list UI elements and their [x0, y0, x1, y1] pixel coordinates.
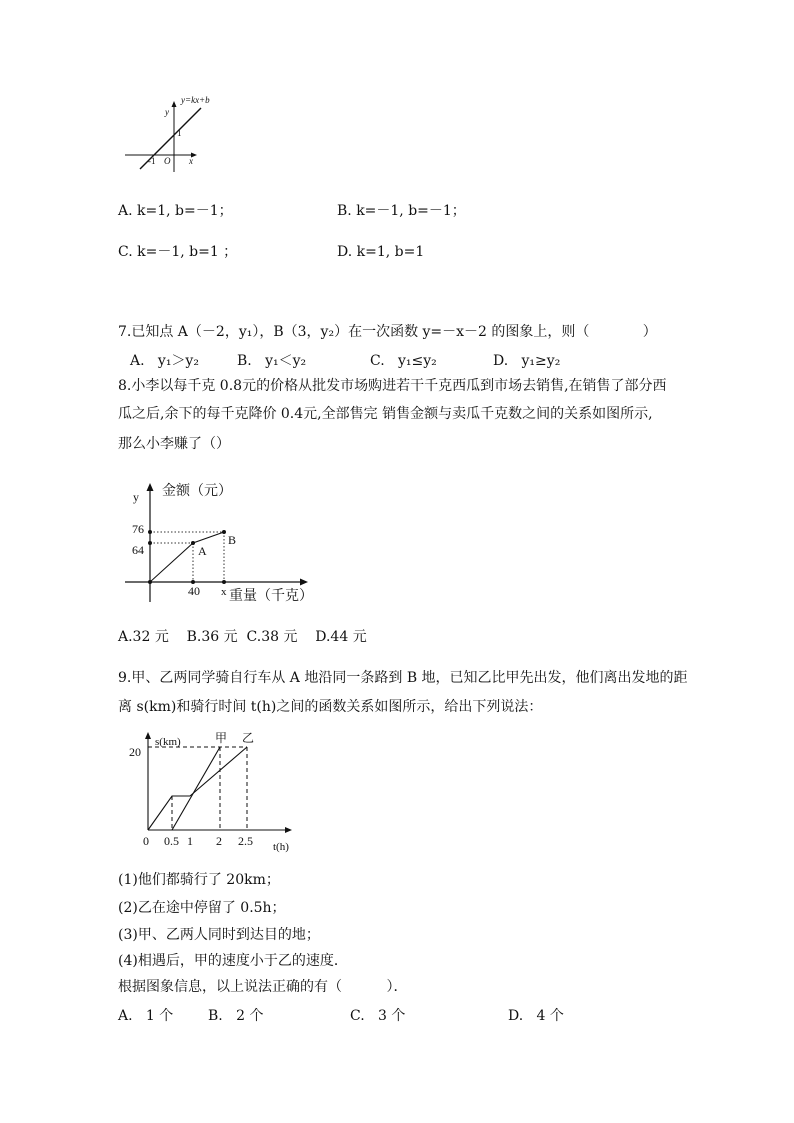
y-axis-title: s(km): [155, 736, 181, 748]
q8-stem-line-1: 8.小李以每千克 0.8元的价格从批发市场购进若干千克西瓜到市场去销售,在销售了部分西: [118, 378, 667, 394]
x-axis-arrow: [300, 579, 308, 586]
y-axis-arrow: [172, 101, 177, 107]
tick-neg-one: -1: [148, 156, 156, 166]
origin-label: O: [164, 156, 171, 166]
q6-option-b: B. k=－1, b=－1；: [337, 203, 466, 219]
tick-76: 76: [132, 522, 144, 536]
tick-40: 40: [188, 584, 200, 598]
x-axis-title: 重量（千克）: [229, 589, 313, 604]
q7-option-c: C. y₁≤y₂: [370, 353, 437, 369]
dot-a: [191, 541, 195, 545]
x-axis-arrow: [285, 827, 292, 833]
q9-statement-4: (4)相遇后，甲的速度小于乙的速度．: [118, 953, 348, 969]
q9-figure: [120, 728, 295, 853]
dot-origin: [148, 580, 152, 584]
dot-b: [222, 530, 226, 534]
point-a-label: A: [198, 544, 207, 558]
y-axis-arrow: [145, 732, 151, 739]
q9-option-b: B. 2 个: [208, 1008, 264, 1024]
q7-option-d: D. y₁≥y₂: [493, 353, 561, 369]
q8-stem-line-2: 瓜之后,余下的每千克降价 0.4元,全部售完 销售金额与卖瓜千克数之间的关系如图所示,: [118, 406, 653, 422]
q9-stem-line-2: 离 s(km)和骑行时间 t(h)之间的函数关系如图所示，给出下列说法：: [118, 699, 543, 715]
yi-label: 乙: [242, 731, 255, 745]
equation-label: y=kx+b: [181, 95, 210, 105]
tick-1: 1: [187, 834, 193, 848]
point-b-label: B: [228, 533, 237, 547]
q9-statement-3: (3)甲、乙两人同时到达目的地；: [118, 927, 320, 943]
yi-line: [148, 747, 247, 830]
tick-25: 2.5: [238, 834, 253, 848]
tick-0: 0: [143, 834, 149, 848]
q6-figure: [115, 92, 225, 177]
q8-figure: [118, 478, 318, 608]
q6-option-d: D. k=1, b=1: [337, 244, 425, 260]
tick-05: 0.5: [164, 834, 179, 848]
q9-option-c: C. 3 个: [350, 1008, 406, 1024]
q9-option-d: D. 4 个: [508, 1008, 564, 1024]
q7-option-b: B. y₁＜y₂: [237, 353, 307, 369]
x-axis-title: t(h): [273, 841, 289, 853]
y-axis-arrow: [147, 483, 154, 491]
q6-option-a: A. k=1, b=－1；: [118, 203, 233, 219]
q8-options: A.32 元 B.36 元 C.38 元 D.44 元: [118, 629, 367, 645]
q7-option-a: A. y₁＞y₂: [130, 353, 199, 369]
sales-line: [150, 532, 224, 582]
jia-label: 甲: [215, 731, 228, 745]
q9-stem-line-1: 9.甲、乙两同学骑自行车从 A 地沿同一条路到 B 地，已知乙比甲先出发，他们离出发地的距: [118, 670, 688, 686]
dot-76: [148, 530, 152, 534]
q7-stem: 7.已知点 A（－2，y₁），B（3，y₂）在一次函数 y=－x－2 的图象上，则（ ）: [118, 324, 657, 340]
tick-2: 2: [216, 834, 222, 848]
q9-statement-1: (1)他们都骑行了 20km；: [118, 872, 280, 888]
dot-64: [148, 541, 152, 545]
x-axis-label: x: [189, 156, 193, 166]
q8-stem-line-3: 那么小李赚了（）: [118, 436, 230, 452]
y-axis-label: y: [165, 107, 169, 117]
q9-prompt: 根据图象信息，以上说法正确的有（ ）．: [118, 979, 408, 995]
tick-one: 1: [177, 128, 182, 138]
q9-statement-2: (2)乙在途中停留了 0.5h；: [118, 900, 286, 916]
q6-option-c: C. k=－1, b=1 ；: [118, 244, 238, 260]
y-axis-title: 金额（元）: [162, 484, 232, 499]
y-axis-label: y: [133, 490, 139, 504]
dot-x: [222, 580, 226, 584]
tick-64: 64: [132, 543, 144, 557]
tick-20: 20: [129, 745, 141, 759]
jia-line: [172, 747, 220, 830]
x-axis-label: x: [221, 586, 227, 598]
q9-option-a: A. 1 个: [118, 1008, 174, 1024]
